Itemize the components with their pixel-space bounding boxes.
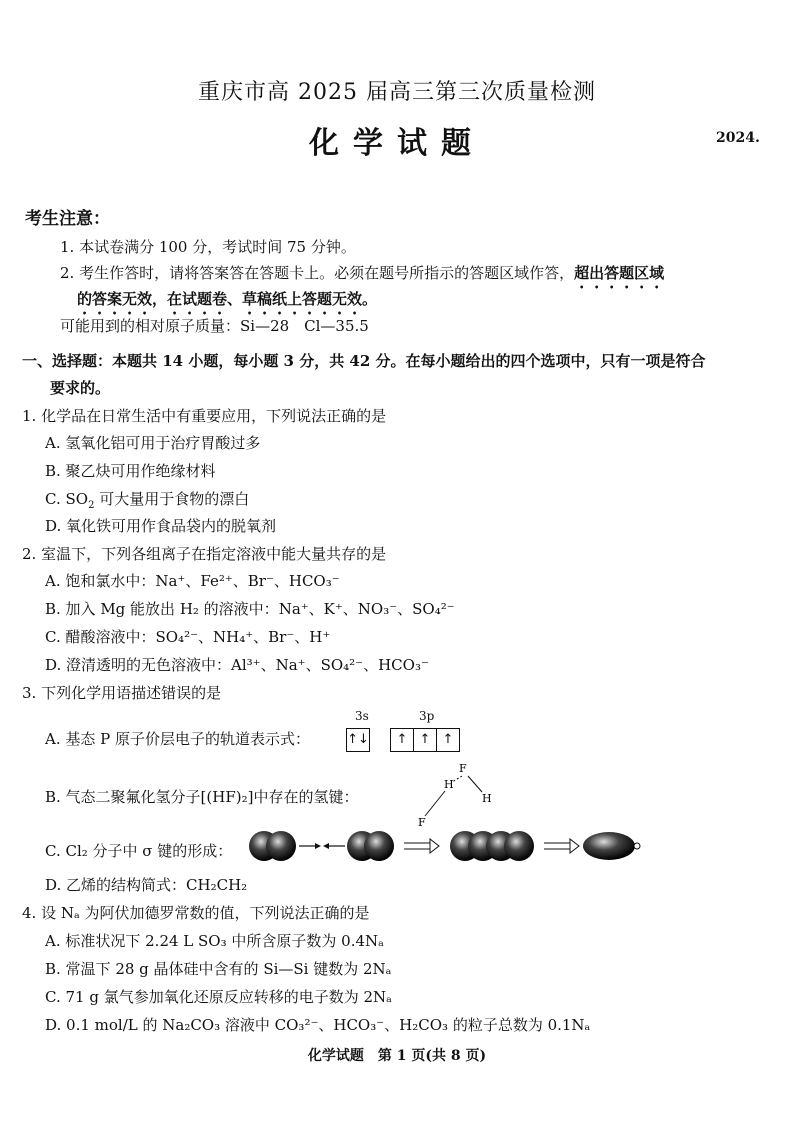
exam-title: 重庆市高 2025 届高三第三次质量检测 bbox=[198, 80, 596, 105]
q4-option-b: B. 常温下 28 g 晶体硅中含有的 Si—Si 键数为 2Nₐ bbox=[45, 960, 392, 978]
notice-item-2-cont: 的答案无效，在试题卷、草稿纸上答题无效。 bbox=[77, 290, 378, 308]
q4-option-a: A. 标准状况下 2.24 L SO₃ 中所含原子数为 0.4Nₐ bbox=[45, 932, 384, 950]
q4-stem: 4. 设 Nₐ 为阿伏加德罗常数的值，下列说法正确的是 bbox=[22, 904, 370, 922]
q3-option-c: C. Cl₂ 分子中 σ 键的形成： bbox=[45, 842, 233, 860]
hf-dimer-diagram bbox=[410, 760, 500, 830]
orbital-box: ↑↓ bbox=[346, 728, 370, 752]
atom-h: H bbox=[444, 778, 454, 791]
orbital-box: ↑ bbox=[437, 728, 460, 752]
q3-option-a: A. 基态 P 原子价层电子的轨道表示式： bbox=[45, 730, 310, 748]
atom-h: H bbox=[482, 792, 492, 805]
subject-title: 化学试题 bbox=[309, 126, 485, 161]
q2-option-d: D. 澄清透明的无色溶液中：Al³⁺、Na⁺、SO₄²⁻、HCO₃⁻ bbox=[45, 656, 429, 674]
q2-stem: 2. 室温下，下列各组离子在指定溶液中能大量共存的是 bbox=[22, 545, 387, 563]
orbital-label-3s: 3s bbox=[355, 709, 369, 723]
q2-option-c: C. 醋酸溶液中：SO₄²⁻、NH₄⁺、Br⁻、H⁺ bbox=[45, 628, 331, 646]
q1-sub-2: 2 bbox=[88, 500, 95, 511]
q1-option-c-pre: C. SO bbox=[45, 490, 89, 508]
q1-option-a: A. 氢氧化铝可用于治疗胃酸过多 bbox=[45, 434, 261, 452]
notice-item-2-emphasis: 超出答题区域 bbox=[574, 264, 665, 282]
q1-option-c-post: 可大量用于食物的漂白 bbox=[94, 490, 250, 508]
section-1-intro-cont: 要求的。 bbox=[50, 379, 111, 397]
orbital-3p bbox=[390, 728, 460, 752]
section-1-intro: 一、选择题：本题共 14 小题，每小题 3 分，共 42 分。在每小题给出的四个选项中，只有一项是符合 bbox=[22, 352, 706, 370]
q1-option-b: B. 聚乙炔可用作绝缘材料 bbox=[45, 462, 216, 480]
q1-option-c bbox=[45, 488, 249, 511]
exam-date: 2024. bbox=[716, 130, 760, 146]
q2-option-a: A. 饱和氯水中：Na⁺、Fe²⁺、Br⁻、HCO₃⁻ bbox=[45, 572, 340, 590]
orbital-label-3p: 3p bbox=[419, 709, 435, 723]
orbital-box: ↑ bbox=[414, 728, 437, 752]
notice-heading: 考生注意： bbox=[25, 209, 110, 229]
notice-item-2-text: 2. 考生作答时，请将答案答在答题卡上。必须在题号所指示的答题区域作答， bbox=[60, 264, 575, 282]
q3-stem: 3. 下列化学用语描述错误的是 bbox=[22, 684, 222, 702]
orbital-3s bbox=[346, 728, 370, 752]
orbital-box: ↑ bbox=[390, 728, 414, 752]
q3-option-d: D. 乙烯的结构简式：CH₂CH₂ bbox=[45, 876, 248, 894]
q4-option-d: D. 0.1 mol/L 的 Na₂CO₃ 溶液中 CO₃²⁻、HCO₃⁻、H₂CO₃ 的粒子总数为 0.1Nₐ bbox=[45, 1016, 591, 1034]
atom-f: F bbox=[459, 762, 467, 775]
q2-option-b: B. 加入 Mg 能放出 H₂ 的溶液中：Na⁺、K⁺、NO₃⁻、SO₄²⁻ bbox=[45, 600, 455, 618]
q1-option-d: D. 氧化铁可用作食品袋内的脱氧剂 bbox=[45, 517, 277, 535]
q1-stem: 1. 化学品在日常生活中有重要应用，下列说法正确的是 bbox=[22, 407, 387, 425]
q4-option-c: C. 71 g 氯气参加氧化还原反应转移的电子数为 2Nₐ bbox=[45, 988, 392, 1006]
sigma-bond-diagram bbox=[247, 826, 647, 866]
atom-f: F bbox=[418, 816, 426, 829]
page-footer: 化学试题 第 1 页(共 8 页) bbox=[307, 1048, 487, 1064]
q3-option-b: B. 气态二聚氟化氢分子[(HF)₂]中存在的氢键： bbox=[45, 788, 359, 806]
atomic-mass: 可能用到的相对原子质量：Si—28 Cl—35.5 bbox=[60, 317, 369, 335]
notice-item-1: 1. 本试卷满分 100 分，考试时间 75 分钟。 bbox=[60, 238, 356, 256]
